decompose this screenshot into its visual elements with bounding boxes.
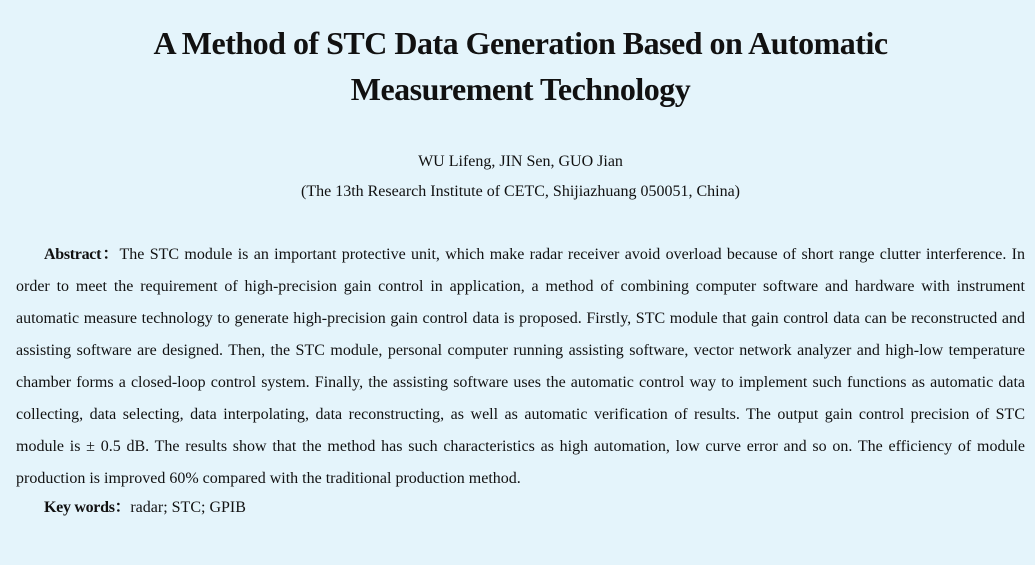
title-line-1: A Method of STC Data Generation Based on Automatic [153,25,888,61]
abstract-label: Abstract： [44,246,120,263]
abstract-text: The STC module is an important protective unit, which make radar receiver avoid overload because of short range clutter interference. In order to meet the requirement of high-precision gain control in application, a method of combining computer software and hardware with instrument automatic measure technology to generate high-precision gain control data is proposed. Firstly, STC module that gain control data can be reconstructed and assisting software are designed. Then, the STC module, personal computer running assisting software, vector network analyzer and high-low temperature chamber forms a closed-loop control system. Finally, the assisting software uses the automatic control way to implement such functions as automatic data collecting, data selecting, data interpolating, data reconstructing, as well as automatic verification of results. The output gain control precision of STC module is ± 0.5 dB. The results show that the method has such characteristics as high automation, low curve error and so on. The efficiency of module production is improved 60% compared with the traditional production method. [16,246,1025,487]
keywords-label: Key words： [44,499,131,516]
author-list: WU Lifeng, JIN Sen, GUO Jian [418,153,623,170]
affiliation: (The 13th Research Institute of CETC, Shijiazhuang 050051, China) [300,183,741,200]
keywords-line [16,495,1025,521]
paper-title [16,0,1025,112]
keywords-text: radar; STC; GPIB [130,499,246,516]
title-line-2: Measurement Technology [350,71,691,107]
abstract-paragraph [16,239,1025,495]
